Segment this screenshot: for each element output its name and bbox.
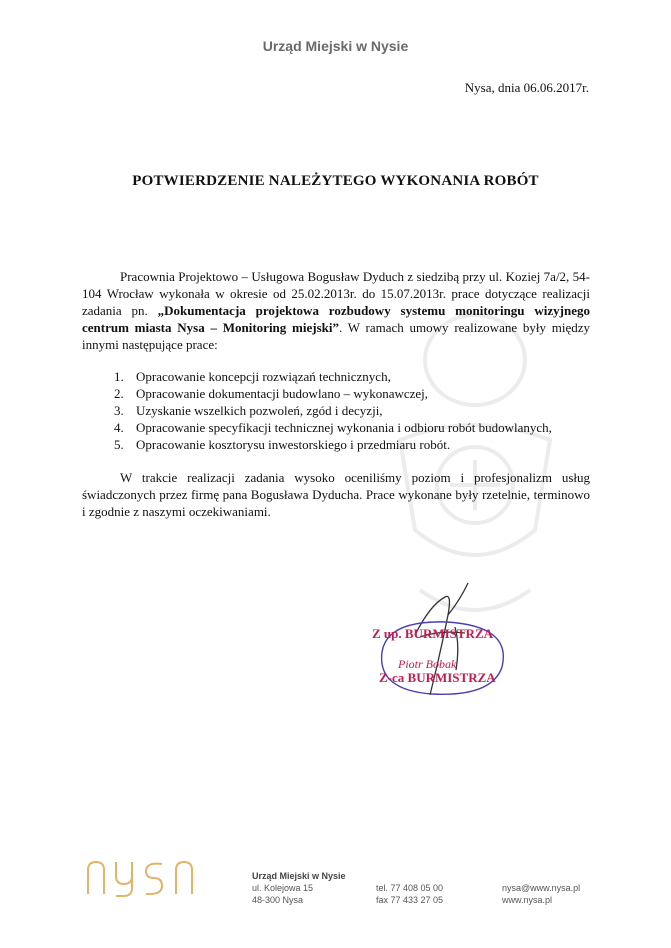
- stamp-line-1: Z up. BURMISTRZA: [372, 626, 494, 641]
- list-text: Opracowanie koncepcji rozwiązań technicznych,: [136, 369, 391, 384]
- nysa-logo: [84, 858, 214, 898]
- list-number: 5.: [114, 437, 124, 452]
- letter-date: Nysa, dnia 06.06.2017r.: [464, 80, 589, 95]
- list-item: [82, 419, 590, 436]
- footer-street: ul. Kolejowa 15: [252, 883, 314, 893]
- list-item: [82, 385, 590, 402]
- task-name: „Dokumentacja projektowa rozbudowy systemu monitoringu wizyjnego centrum miasta Nysa – Monitoring miejski”: [82, 303, 590, 335]
- footer-website: www.nysa.pl: [502, 895, 553, 905]
- stamp-signatory-name: Piotr Bobak: [398, 657, 457, 671]
- list-number: 1.: [114, 369, 124, 384]
- list-item: [82, 368, 590, 385]
- list-text: Uzyskanie wszelkich pozwoleń, zgód i decyzji,: [136, 403, 383, 418]
- footer-phones: [376, 882, 443, 906]
- closing-paragraph: W trakcie realizacji zadania wysoko oceniliśmy poziom i profesjonalizm usług świadczonych przez firmę pana Bogusława Dyducha. Prace wykonane były rzetelnie, terminowo i zgodnie z naszymi oczekiwaniami.: [82, 470, 590, 519]
- list-number: 3.: [114, 403, 124, 418]
- intro-text-2: . W ramach umowy realizowane były między innymi następujące prace:: [82, 320, 590, 352]
- list-item: [82, 402, 590, 419]
- footer-contact: [502, 882, 580, 906]
- footer-city: 48-300 Nysa: [252, 895, 304, 905]
- footer-email: nysa@www.nysa.pl: [502, 883, 581, 893]
- list-text: Opracowanie specyfikacji technicznej wykonania i odbioru robót budowlanych,: [136, 420, 552, 435]
- list-item: [82, 436, 590, 453]
- intro-text-1: Pracownia Projektowo – Usługowa Bogusław Dyduch z siedzibą przy ul. Koziej 7a/2, 54-104 Wrocław wykonała w okresie od 25.02.2013r. do 15.07.2013r. prace dotyczące realizacji zadania pn.: [82, 269, 590, 318]
- footer-tel: tel. 77 408 05 00: [376, 883, 444, 893]
- tasks-list: [82, 368, 590, 453]
- intro-paragraph: [82, 268, 590, 353]
- footer-address: [252, 870, 346, 906]
- list-text: Opracowanie kosztorysu inwestorskiego i przedmiaru robót.: [136, 437, 451, 452]
- list-text: Opracowanie dokumentacji budowlano – wykonawczej,: [136, 386, 429, 401]
- stamp-line-3: Z-ca BURMISTRZA: [379, 670, 496, 685]
- letter-body: [82, 268, 590, 520]
- footer-org-name: Urząd Miejski w Nysie: [252, 871, 346, 881]
- document-title: POTWIERDZENIE NALEŻYTEGO WYKONANIA ROBÓT: [132, 173, 539, 189]
- list-number: 2.: [114, 386, 124, 401]
- list-number: 4.: [114, 420, 124, 435]
- footer-fax: fax 77 433 27 05: [376, 895, 444, 905]
- header-org-name: Urząd Miejski w Nysie: [262, 38, 409, 54]
